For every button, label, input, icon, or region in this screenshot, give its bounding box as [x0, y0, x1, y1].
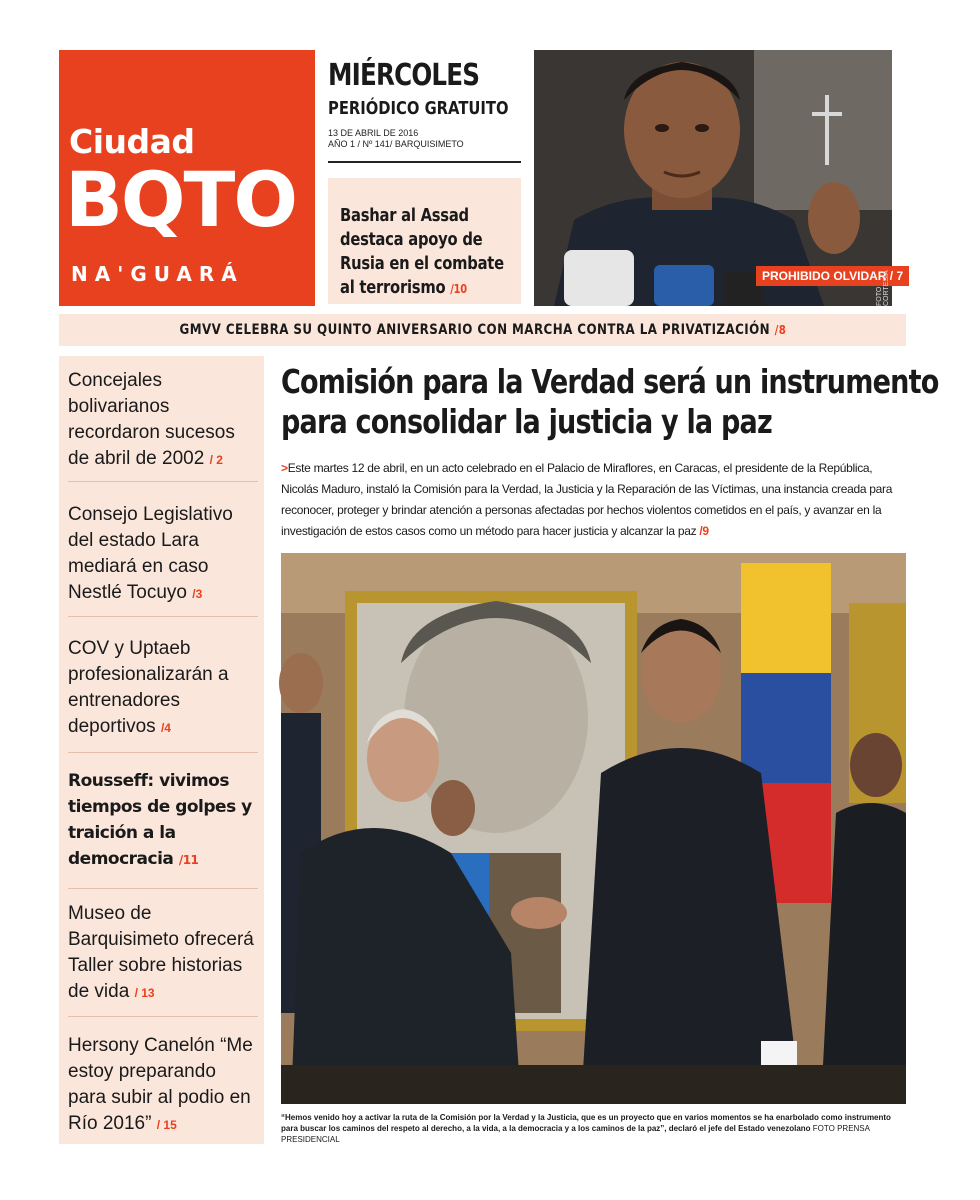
- sidebar-item-page: / 2: [209, 453, 223, 467]
- main-photo-caption: [281, 1112, 906, 1145]
- main-lead: [281, 458, 906, 542]
- sidebar-divider: [68, 481, 258, 482]
- sidebar-item-text: Hersony Canelón “Me estoy preparando para subir al podio en Río 2016”: [68, 1035, 253, 1134]
- sidebar-item-text: Rousseff: vivimos tiempos de golpes y traición a la democracia: [68, 771, 252, 869]
- sidebar-item-text: Museo de Barquisimeto ofrecerá Taller sobre historias de vida: [68, 903, 254, 1002]
- teaser-page: /10: [450, 282, 467, 296]
- sidebar-divider: [68, 1016, 258, 1017]
- issue-number: AÑO 1 / Nº 141/ BARQUISIMETO: [328, 139, 464, 149]
- main-headline-line2: para consolidar la justicia y la paz: [281, 402, 772, 441]
- sidebar: [59, 356, 264, 1144]
- sidebar-item[interactable]: [68, 502, 258, 607]
- sidebar-item-page: /4: [160, 721, 171, 735]
- sidebar-item-text: COV y Uptaeb profesionalizarán a entrenadores deportivos: [68, 638, 229, 737]
- sidebar-item[interactable]: [68, 768, 258, 873]
- logo-ciudad: Ciudad: [69, 122, 195, 161]
- banner-text: GMVV CELEBRA SU QUINTO ANIVERSARIO CON MARCHA CONTRA LA PRIVATIZACIÓN: [179, 322, 770, 338]
- top-photo-credit: FOTO CORTESÍA: [876, 270, 890, 306]
- main-lead-text: Este martes 12 de abril, en un acto celebrado en el Palacio de Miraflores, en Caracas, el presidente de la República, Nicolás Maduro, instaló la Comisión para la Verdad, la Justicia y la Reparación de las Víctimas, una instancia creada para reconocer, proteger y brindar atención a personas afectadas por hechos violentos cometidos en el país, y avanzar en la investigación de estos casos como un método para hacer justicia y alcanzar la paz: [281, 461, 893, 538]
- sidebar-item[interactable]: [68, 636, 258, 741]
- sidebar-item-page: / 13: [134, 986, 155, 1000]
- main-headline[interactable]: [281, 362, 939, 442]
- caption-quote: “Hemos venido hoy a activar la ruta de la Comisión por la Verdad y la Justicia, que es un proyecto que en varios momentos se ha enarbolado como instrumento para buscar los caminos del respeto al derecho, a la vida, a la democracia y a los caminos de la paz”, declaró el jefe del Estado venezolano: [281, 1113, 891, 1133]
- sidebar-item-text: Consejo Legislativo del estado Lara mediará en caso Nestlé Tocuyo: [68, 504, 233, 603]
- teaser-box[interactable]: [328, 178, 521, 304]
- masthead-logo: [59, 50, 315, 306]
- teaser-text: Bashar al Assad destaca apoyo de Rusia en el combate al terrorismo: [340, 205, 504, 298]
- sidebar-divider: [68, 616, 258, 617]
- issue-date: 13 DE ABRIL DE 2016: [328, 128, 419, 138]
- logo-bqto: BQTO: [65, 155, 296, 244]
- sidebar-item[interactable]: [68, 368, 258, 473]
- issue-day: MIÉRCOLES: [328, 58, 480, 93]
- sidebar-divider: [68, 888, 258, 889]
- logo-naguara: NA'GUARÁ: [71, 262, 244, 286]
- main-lead-page: /9: [699, 524, 709, 538]
- top-photo-label-text: PROHIBIDO OLVIDAR: [762, 269, 887, 283]
- caption-credit: FOTO PRENSA PRESIDENCIAL: [281, 1124, 870, 1144]
- sidebar-item[interactable]: [68, 901, 258, 1006]
- banner-page: /8: [774, 323, 786, 337]
- issue-tagline: PERIÓDICO GRATUITO: [328, 98, 509, 119]
- teaser-headline[interactable]: [340, 204, 520, 301]
- sidebar-divider: [68, 752, 258, 753]
- sidebar-item-page: / 15: [156, 1118, 177, 1132]
- sidebar-item-text: Concejales bolivarianos recordaron sucesos de abril de 2002: [68, 370, 235, 469]
- issue-divider: [328, 161, 521, 163]
- top-photo[interactable]: [534, 50, 904, 306]
- sidebar-item[interactable]: [68, 1033, 258, 1138]
- main-photo[interactable]: [281, 553, 906, 1104]
- main-photo-illustration: [281, 553, 906, 1104]
- banner-headline[interactable]: [59, 314, 906, 346]
- top-photo-label-page: / 7: [889, 269, 904, 283]
- sidebar-item-page: /11: [178, 853, 199, 867]
- main-headline-line1: Comisión para la Verdad será un instrumento: [281, 362, 939, 401]
- lead-arrow-icon: >: [281, 461, 288, 475]
- sidebar-item-page: /3: [192, 587, 203, 601]
